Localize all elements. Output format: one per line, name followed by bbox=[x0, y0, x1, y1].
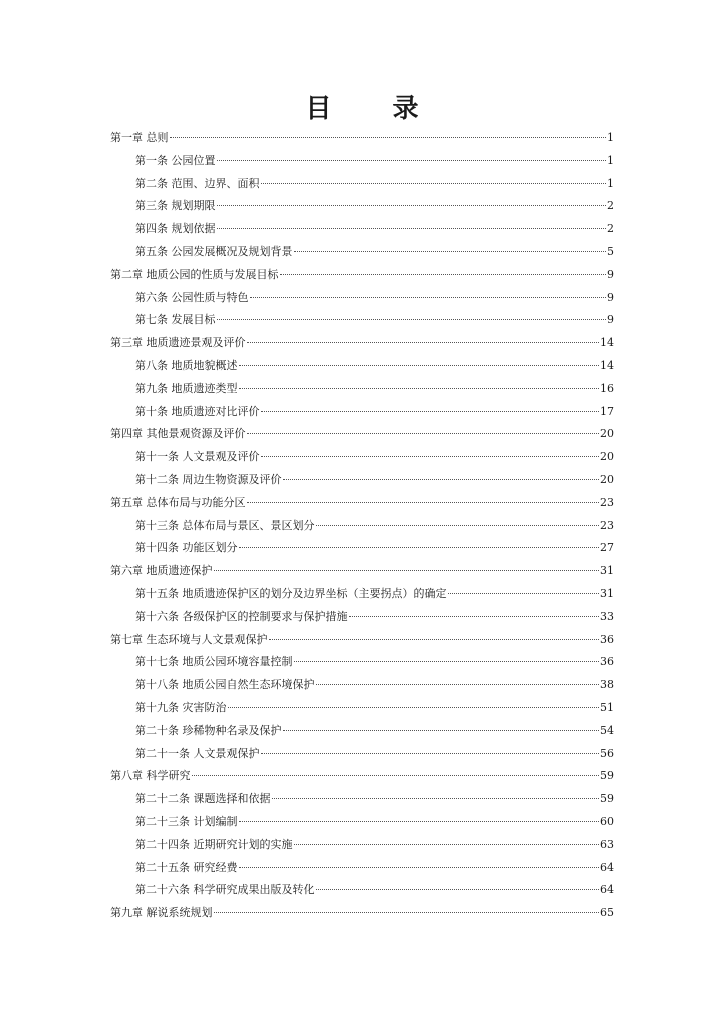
toc-page-number: 20 bbox=[600, 450, 614, 464]
toc-entry-title: 第十二条 周边生物资源及评价 bbox=[135, 472, 282, 486]
dot-leader bbox=[294, 661, 600, 662]
toc-chapter-entry[interactable] bbox=[110, 264, 614, 287]
dot-leader bbox=[214, 912, 600, 913]
toc-article-entry[interactable] bbox=[110, 720, 614, 743]
toc-page-number: 60 bbox=[600, 814, 614, 828]
toc-page-number: 20 bbox=[600, 427, 614, 441]
dot-leader bbox=[247, 433, 600, 434]
dot-leader bbox=[316, 525, 600, 526]
toc-entry-title: 第三章 地质遗迹景观及评价 bbox=[110, 336, 246, 350]
toc-chapter-entry[interactable] bbox=[110, 560, 614, 583]
toc-entry-title: 第十三条 总体布局与景区、景区划分 bbox=[135, 518, 315, 532]
toc-entry-title: 第九条 地质遗迹类型 bbox=[135, 381, 238, 395]
dot-leader bbox=[316, 684, 600, 685]
toc-entry-title: 第十七条 地质公园环境容量控制 bbox=[135, 655, 293, 669]
toc-article-entry[interactable] bbox=[110, 173, 614, 196]
dot-leader bbox=[283, 479, 600, 480]
dot-leader bbox=[261, 183, 607, 184]
toc-article-entry[interactable] bbox=[110, 195, 614, 218]
dot-leader bbox=[239, 821, 600, 822]
toc-article-entry[interactable] bbox=[110, 788, 614, 811]
toc-chapter-entry[interactable] bbox=[110, 332, 614, 355]
dot-leader bbox=[261, 753, 600, 754]
toc-article-entry[interactable] bbox=[110, 583, 614, 606]
toc-page-number: 14 bbox=[600, 358, 614, 372]
toc-page-number: 9 bbox=[607, 267, 614, 281]
dot-leader bbox=[214, 570, 600, 571]
toc-page-number: 56 bbox=[600, 746, 614, 760]
toc-page-number: 59 bbox=[600, 769, 614, 783]
toc-entry-title: 第七条 发展目标 bbox=[135, 313, 216, 327]
toc-page-number: 9 bbox=[607, 290, 614, 304]
toc-article-entry[interactable] bbox=[110, 469, 614, 492]
toc-article-entry[interactable] bbox=[110, 697, 614, 720]
toc-entry-title: 第八条 地质地貌概述 bbox=[135, 358, 238, 372]
dot-leader bbox=[261, 411, 600, 412]
toc-article-entry[interactable] bbox=[110, 241, 614, 264]
dot-leader bbox=[261, 456, 600, 457]
toc-article-entry[interactable] bbox=[110, 606, 614, 629]
toc-entry-title: 第七章 生态环境与人文景观保护 bbox=[110, 632, 268, 646]
toc-page-number: 36 bbox=[600, 655, 614, 669]
toc-entry-title: 第八章 科学研究 bbox=[110, 769, 191, 783]
toc-entry-title: 第二十二条 课题选择和依据 bbox=[135, 792, 271, 806]
dot-leader bbox=[217, 228, 607, 229]
toc-page-number: 38 bbox=[600, 678, 614, 692]
toc-article-entry[interactable] bbox=[110, 150, 614, 173]
toc-entry-title: 第二十一条 人文景观保护 bbox=[135, 746, 260, 760]
toc-entry-title: 第十六条 各级保护区的控制要求与保护措施 bbox=[135, 609, 348, 623]
dot-leader bbox=[448, 593, 600, 594]
toc-page-number: 31 bbox=[600, 564, 614, 578]
toc-entry-title: 第二条 范围、边界、面积 bbox=[135, 176, 260, 190]
dot-leader bbox=[250, 297, 607, 298]
toc-page-number: 59 bbox=[600, 792, 614, 806]
toc-article-entry[interactable] bbox=[110, 674, 614, 697]
toc-page-number: 54 bbox=[600, 723, 614, 737]
toc-article-entry[interactable] bbox=[110, 857, 614, 880]
dot-leader bbox=[316, 889, 600, 890]
toc-page-number: 27 bbox=[600, 541, 614, 555]
dot-leader bbox=[192, 775, 600, 776]
toc-article-entry[interactable] bbox=[110, 834, 614, 857]
toc-entry-title: 第三条 规划期限 bbox=[135, 199, 216, 213]
toc-article-entry[interactable] bbox=[110, 378, 614, 401]
toc-list bbox=[110, 127, 614, 925]
dot-leader bbox=[272, 798, 600, 799]
dot-leader bbox=[247, 502, 600, 503]
toc-page-number: 33 bbox=[600, 609, 614, 623]
toc-page-number: 31 bbox=[600, 586, 614, 600]
toc-article-entry[interactable] bbox=[110, 446, 614, 469]
toc-article-entry[interactable] bbox=[110, 651, 614, 674]
toc-entry-title: 第二十五条 研究经费 bbox=[135, 860, 238, 874]
toc-entry-title: 第五条 公园发展概况及规划背景 bbox=[135, 244, 293, 258]
toc-page-number: 2 bbox=[607, 199, 614, 213]
toc-page-number: 9 bbox=[607, 313, 614, 327]
toc-page-number: 65 bbox=[600, 906, 614, 920]
toc-page-number: 51 bbox=[600, 700, 614, 714]
toc-page-number: 16 bbox=[600, 381, 614, 395]
toc-page-number: 17 bbox=[600, 404, 614, 418]
toc-entry-title: 第二十六条 科学研究成果出版及转化 bbox=[135, 883, 315, 897]
dot-leader bbox=[283, 730, 600, 731]
toc-chapter-entry[interactable] bbox=[110, 629, 614, 652]
toc-article-entry[interactable] bbox=[110, 218, 614, 241]
toc-chapter-entry[interactable] bbox=[110, 765, 614, 788]
dot-leader bbox=[217, 205, 607, 206]
toc-article-entry[interactable] bbox=[110, 879, 614, 902]
toc-page-number: 5 bbox=[607, 244, 614, 258]
dot-leader bbox=[247, 342, 600, 343]
toc-article-entry[interactable] bbox=[110, 401, 614, 424]
toc-entry-title: 第一章 总则 bbox=[110, 131, 169, 144]
toc-entry-title: 第五章 总体布局与功能分区 bbox=[110, 495, 246, 509]
toc-page-number: 1 bbox=[607, 176, 614, 190]
toc-page-number: 1 bbox=[607, 131, 614, 144]
toc-entry-title: 第四章 其他景观资源及评价 bbox=[110, 427, 246, 441]
toc-page-number: 1 bbox=[607, 153, 614, 167]
toc-page-number: 23 bbox=[600, 518, 614, 532]
dot-leader bbox=[239, 388, 600, 389]
toc-entry-title: 第一条 公园位置 bbox=[135, 153, 216, 167]
toc-page-number: 20 bbox=[600, 472, 614, 486]
dot-leader bbox=[217, 160, 607, 161]
toc-page-number: 64 bbox=[600, 860, 614, 874]
toc-chapter-entry[interactable] bbox=[110, 423, 614, 446]
toc-entry-title: 第十四条 功能区划分 bbox=[135, 541, 238, 555]
toc-entry-title: 第十五条 地质遗迹保护区的划分及边界坐标（主要拐点）的确定 bbox=[135, 586, 447, 600]
toc-article-entry[interactable] bbox=[110, 287, 614, 310]
dot-leader bbox=[294, 251, 607, 252]
dot-leader bbox=[239, 365, 600, 366]
toc-entry-title: 第十一条 人文景观及评价 bbox=[135, 450, 260, 464]
toc-entry-title: 第九章 解说系统规划 bbox=[110, 906, 213, 920]
toc-chapter-entry[interactable] bbox=[110, 127, 614, 150]
toc-entry-title: 第二章 地质公园的性质与发展目标 bbox=[110, 267, 279, 281]
dot-leader bbox=[349, 616, 600, 617]
toc-page-number: 23 bbox=[600, 495, 614, 509]
toc-chapter-entry[interactable] bbox=[110, 902, 614, 925]
toc-page-number: 36 bbox=[600, 632, 614, 646]
dot-leader bbox=[294, 844, 600, 845]
toc-article-entry[interactable] bbox=[110, 743, 614, 766]
dot-leader bbox=[228, 707, 600, 708]
toc-entry-title: 第十八条 地质公园自然生态环境保护 bbox=[135, 678, 315, 692]
page-title: 目 录 bbox=[305, 94, 445, 124]
dot-leader bbox=[239, 547, 600, 548]
toc-article-entry[interactable] bbox=[110, 355, 614, 378]
toc-article-entry[interactable] bbox=[110, 537, 614, 560]
dot-leader bbox=[269, 639, 600, 640]
dot-leader bbox=[170, 137, 607, 138]
toc-page-number: 64 bbox=[600, 883, 614, 897]
toc-entry-title: 第二十四条 近期研究计划的实施 bbox=[135, 837, 293, 851]
toc-entry-title: 第二十条 珍稀物种名录及保护 bbox=[135, 723, 282, 737]
toc-page-number: 63 bbox=[600, 837, 614, 851]
dot-leader bbox=[217, 319, 607, 320]
toc-article-entry[interactable] bbox=[110, 811, 614, 834]
toc-entry-title: 第六章 地质遗迹保护 bbox=[110, 564, 213, 578]
toc-entry-title: 第二十三条 计划编制 bbox=[135, 814, 238, 828]
toc-chapter-entry[interactable] bbox=[110, 492, 614, 515]
toc-page-number: 14 bbox=[600, 336, 614, 350]
toc-entry-title: 第四条 规划依据 bbox=[135, 222, 216, 236]
toc-entry-title: 第十九条 灾害防治 bbox=[135, 700, 227, 714]
toc-page-number: 2 bbox=[607, 222, 614, 236]
dot-leader bbox=[280, 274, 607, 275]
toc-article-entry[interactable] bbox=[110, 309, 614, 332]
dot-leader bbox=[239, 867, 600, 868]
toc-entry-title: 第十条 地质遗迹对比评价 bbox=[135, 404, 260, 418]
toc-entry-title: 第六条 公园性质与特色 bbox=[135, 290, 249, 304]
toc-article-entry[interactable] bbox=[110, 515, 614, 538]
